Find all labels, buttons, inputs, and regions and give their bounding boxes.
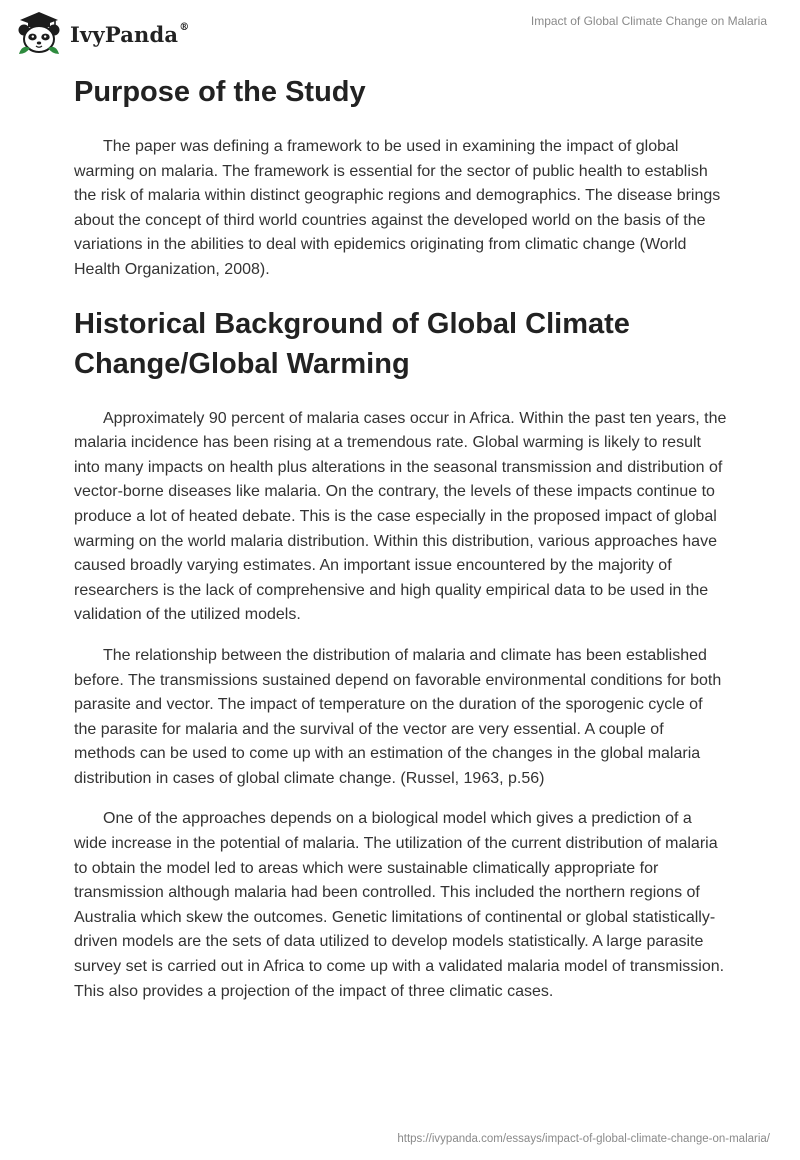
source-url[interactable]: https://ivypanda.com/essays/impact-of-global-climate-change-on-malaria/ — [397, 1133, 770, 1145]
paragraph: Approximately 90 percent of malaria cases occur in Africa. Within the past ten years, the malaria incidence has been rising at a tremendous rate. Global warming is likely to result into many impacts on health plus alterations in the seasonal transmission and distribution of vector-borne diseases like malaria. On the contrary, the levels of these impacts continue to produce a lot of heated debate. This is the case especially in the proposed impact of global warming on the world malaria distribution. Within this distribution, various approaches have caused broadly varying estimates. An important issue encountered by the majority of researchers is the lack of comprehensive and high quality empirical data to be used in the validation of the utilized models. — [74, 409, 727, 624]
ivypanda-logo[interactable] — [14, 10, 189, 56]
document-title: Impact of Global Climate Change on Malaria — [530, 14, 767, 28]
registered-mark: ® — [179, 21, 190, 33]
paragraph: The relationship between the distribution of malaria and climate has been established before. The transmissions sustained depend on favorable environmental conditions for both parasite and vector. The impact of temperature on the duration of the sporogenic cycle of the parasite for malaria and the survival of the vector are very essential. A couple of methods can be used to come up with an estimation of the changes in the global malaria distribution in cases of global climate change. (Russel, 1963, p.56) — [74, 646, 722, 787]
paragraph: One of the approaches depends on a biological model which gives a prediction of a wide increase in the potential of malaria. The utilization of the current distribution of malaria to obtain the model led to areas which were sustainable climatically appropriate for transmission although malaria had been controlled. This included the northern regions of Australia which skew the outcomes. Genetic limitations of continental or global statistically-driven models are the sets of data utilized to develop models statistically. A large parasite survey set is carried out in Africa to come up with a validated malaria model of transmission. This also provides a projection of the impact of three climatic cases. — [74, 810, 725, 1000]
article-body — [74, 70, 728, 1004]
logo-text: IvyPanda® — [70, 21, 190, 47]
panda-graduate-icon — [14, 10, 64, 56]
paragraph: The paper was defining a framework to be used in examining the impact of global warming on malaria. The framework is essential for the sector of public health to establish the risk of malaria within distinct geographic regions and demographics. The disease brings about the concept of third world countries against the developed world on the basis of the variations in the abilities to deal with epidemics originating from climatic change (World Health Organization, 2008). — [74, 138, 721, 278]
section-heading-purpose: Purpose of the Study — [74, 76, 366, 108]
section-heading-historical-background: Historical Background of Global Climate Change/Global Warming — [74, 307, 630, 380]
page-header — [0, 0, 800, 64]
